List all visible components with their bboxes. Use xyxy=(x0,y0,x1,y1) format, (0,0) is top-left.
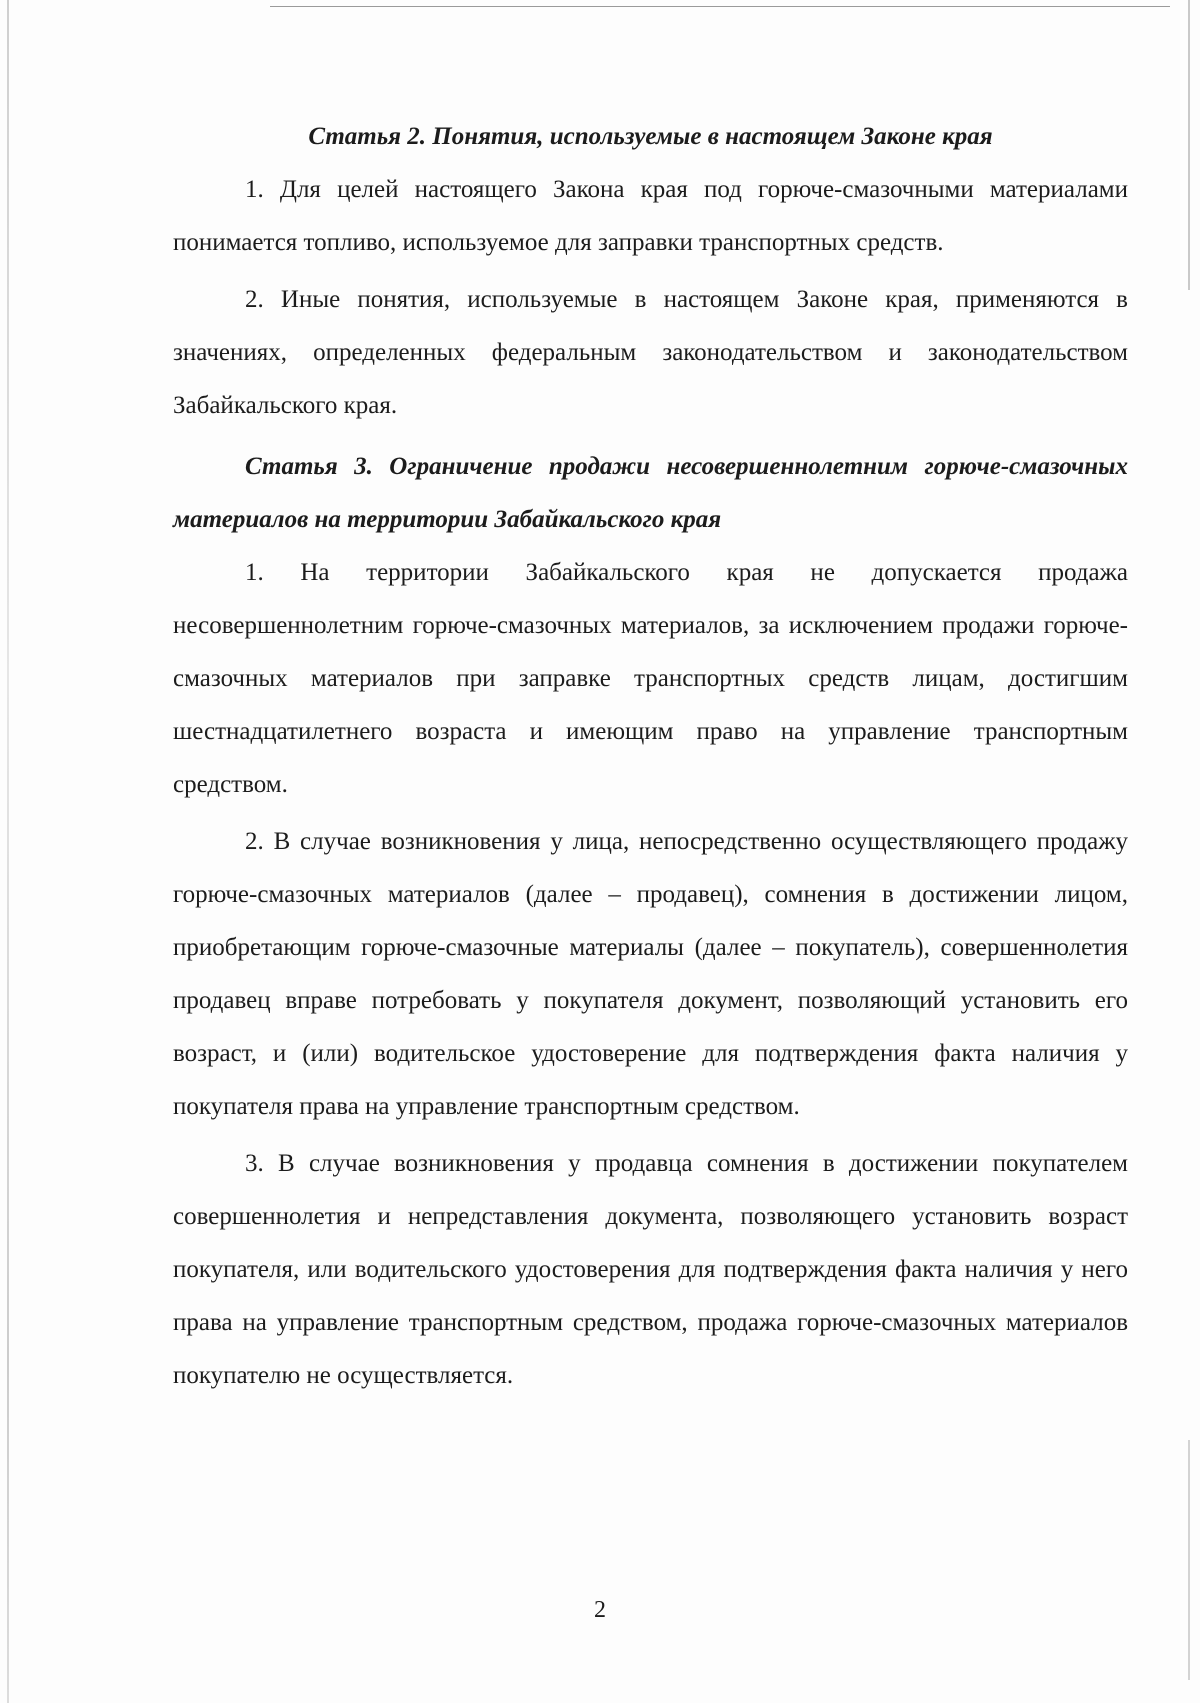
page-number: 2 xyxy=(594,1597,606,1623)
article-2-heading: Статья 2. Понятия, используемые в настоящем Законе края xyxy=(308,123,993,150)
article-2-paragraph-1: 1. Для целей настоящего Закона края под горюче-смазочными материалами понимается топливо, используемое для заправки транспортных средств. xyxy=(173,176,1128,256)
article-3-paragraph-3: 3. В случае возникновения у продавца сомнения в достижении покупателем совершеннолетия и непредставления документа, позволяющего установить возраст покупателя, или водительского удостоверения для подтверждения факта наличия у него права на управление транспортным средством, продажа горюче-смазочных материалов покупателю не осуществляется. xyxy=(173,1150,1128,1389)
article-3-heading: Статья 3. Ограничение продажи несовершеннолетним горюче-смазочных материалов на территории Забайкальского края xyxy=(173,453,1128,533)
article-3-paragraph-2: 2. В случае возникновения у лица, непосредственно осуществляющего продажу горюче-смазочных материалов (далее – продавец), сомнения в достижении лицом, приобретающим горюче-смазочные материалы (далее – покупатель), совершеннолетия продавец вправе потребовать у покупателя документ, позволяющий установить его возраст, и (или) водительское удостоверение для подтверждения факта наличия у покупателя права на управление транспортным средством. xyxy=(173,828,1128,1120)
scan-artifact-right-edge-lower xyxy=(1188,1440,1190,1680)
scan-artifact-left-edge xyxy=(7,0,9,1703)
article-3-paragraph-1: 1. На территории Забайкальского края не допускается продажа несовершеннолетним горюче-смазочных материалов, за исключением продажи горюче-смазочных материалов при заправке транспортных средств лицам, достигшим шестнадцатилетнего возраста и имеющим право на управление транспортным средством. xyxy=(173,559,1128,798)
article-2-paragraph-2: 2. Иные понятия, используемые в настоящем Законе края, применяются в значениях, определенных федеральным законодательством и законодательством Забайкальского края. xyxy=(173,286,1128,419)
scan-artifact-top-line xyxy=(270,6,1170,7)
scan-artifact-right-edge xyxy=(1188,0,1190,290)
document-body xyxy=(173,110,1128,1402)
